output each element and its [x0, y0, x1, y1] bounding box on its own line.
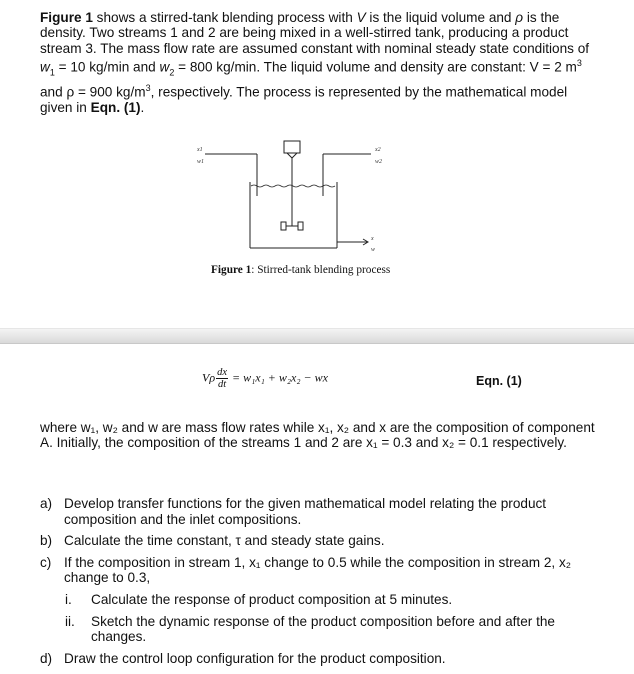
question-c-i: i. Calculate the response of product composition at 5 minutes. [65, 591, 453, 607]
equation-reference: Eqn. (1) [90, 99, 141, 115]
variable-definitions: where w₁, w₂ and w are mass flow rates while x₁, x₂ and x are the composition of component A. Initially, the composition of the streams 1 and 2 are x₁ = 0.3 and x₂ = 0.1 respectively. [40, 420, 595, 451]
problem-statement: Figure 1 shows a stirred-tank blending process with V is the liquid volume and ρ is the density. Two streams 1 and 2 are being mixed in a well-stirred tank, producing a product stream 3. The mass flow rate are assumed constant with nominal steady state conditions of $w_1 = 10$ kg/min and $w_2 = 800$ kg/min. The liquid volume and density are constant: V = 2 $m^3$ and ρ = 900 $kg/m^3$, respectively. The process is represented by the mathematical model given in Eqn. (1). [40, 10, 590, 115]
label-x: x [371, 236, 374, 242]
liquid-surface [251, 185, 335, 187]
derivative-fraction: $\frac{dx}{dt}$ [217, 367, 228, 390]
question-d: d) Draw the control loop configuration for the product composition. [40, 650, 446, 666]
label-x2: x2 [375, 147, 381, 153]
equation-label: Eqn. (1) [476, 374, 522, 388]
label-w1: w1 [197, 159, 205, 165]
question-a: a) Develop transfer functions for the given mathematical model relating the product composition and the inlet compositions. [40, 496, 547, 527]
motor [284, 141, 300, 153]
figure-caption: Figure 1: Stirred-tank blending process [211, 264, 391, 276]
motor-base [287, 153, 297, 158]
impeller-blade-right [298, 222, 303, 230]
equation-1: Vρ $\frac{dx}{dt}$ = w₁x₁ + w₂x₂ − wx [202, 367, 328, 390]
question-c: c) If the composition in stream 1, x₁ change to 0.5 while the composition in stream 2, x₂ change to 0.3, [40, 554, 572, 586]
label-x1: x1 [197, 147, 203, 153]
figure-reference: Figure 1 [40, 10, 93, 25]
stirred-tank-diagram [195, 138, 415, 256]
label-w2: w2 [375, 159, 383, 165]
question-list [40, 496, 610, 672]
label-w: w [371, 247, 376, 253]
impeller-blade-left [281, 222, 286, 230]
question-c-ii: ii. Sketch the dynamic response of the product composition before and after the changes. [65, 613, 555, 645]
page-separator [0, 328, 634, 344]
question-b: b) Calculate the time constant, τ and steady state gains. [40, 533, 385, 549]
